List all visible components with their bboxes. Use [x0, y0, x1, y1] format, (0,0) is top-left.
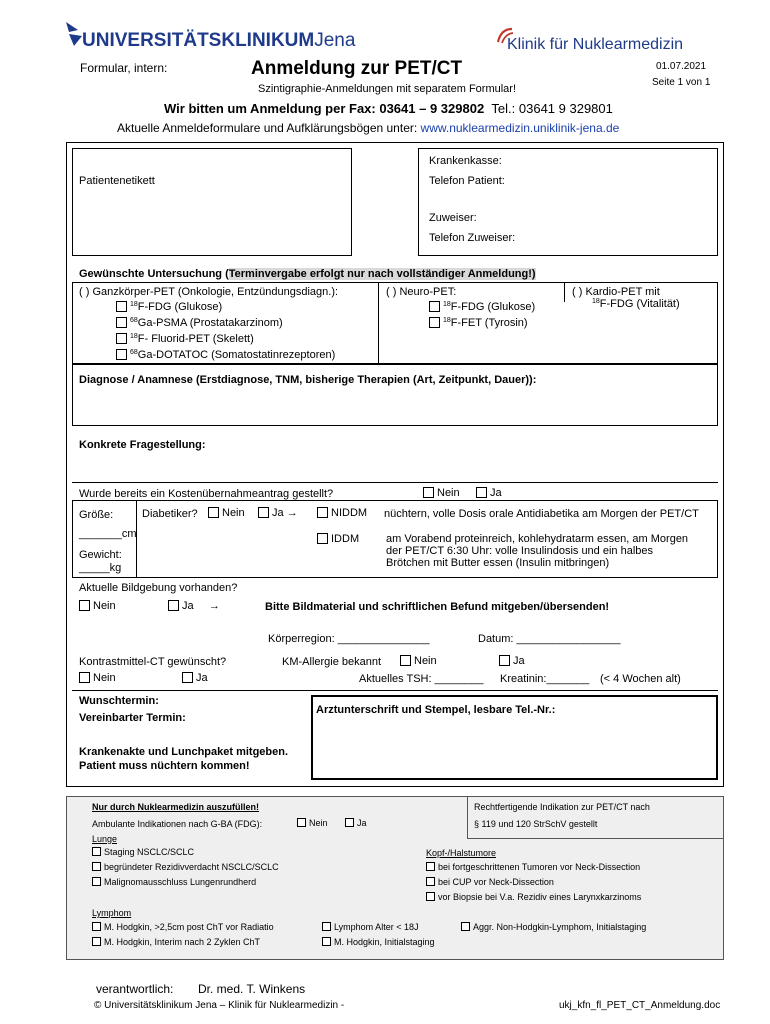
diabetiker-ja-label: Ja	[272, 507, 284, 519]
fdg-option[interactable]	[116, 301, 222, 313]
rechtfertigung-text-2: § 119 und 120 StrSchV gestellt	[474, 819, 598, 829]
iddm-instruction-2: der PET/CT 6:30 Uhr: volle Insulindosis und ein halbes	[386, 545, 653, 557]
kosten-ja-label: Ja	[490, 487, 502, 499]
psma-option[interactable]	[116, 317, 283, 329]
kopf-checkbox-2[interactable]	[426, 877, 435, 886]
ambulant-label: Ambulante Indikationen nach G-BA (FDG):	[92, 819, 263, 829]
wunschtermin-label: Wunschtermin:	[79, 695, 159, 707]
forms-link-line	[117, 121, 619, 135]
frage-divider	[72, 482, 718, 483]
dotatoc-isotope: 68	[130, 349, 138, 356]
km-nein-option[interactable]	[79, 672, 116, 684]
arrow-right-icon: →	[208, 600, 220, 612]
zuweiser-label: Zuweiser:	[429, 212, 477, 224]
signature-label: Arztunterschrift und Stempel, lesbare Tel.-Nr.:	[316, 704, 556, 716]
lymphom-checkbox-5[interactable]	[461, 922, 470, 931]
lunge-label-1: Staging NSCLC/SCLC	[104, 847, 195, 857]
kosten-ja-option[interactable]	[476, 487, 502, 499]
fax-number: Wir bitten um Anmeldung per Fax: 03641 – 9 329802	[164, 101, 485, 116]
kopf-option-3[interactable]	[426, 892, 641, 902]
website-link[interactable]: www.nuklearmedizin.uniklinik-jena.de	[420, 121, 620, 135]
krankenakte-note: Krankenakte und Lunchpaket mitgeben.	[79, 746, 289, 758]
lymphom-label-4: M. Hodgkin, Initialstaging	[334, 937, 435, 947]
exam-heading	[79, 268, 536, 280]
lymphom-checkbox-3[interactable]	[322, 922, 331, 931]
neuro-fet-option[interactable]	[429, 317, 528, 329]
allergie-ja-checkbox[interactable]	[499, 655, 510, 666]
bild-nein-option[interactable]	[79, 600, 116, 612]
niddm-option[interactable]	[317, 507, 367, 519]
fax-line	[164, 101, 613, 116]
lymphom-option-5[interactable]	[461, 922, 646, 932]
vereinbarter-termin-label: Vereinbarter Termin:	[79, 712, 186, 724]
clinic-name: Klinik für Nuklearmedizin	[507, 36, 684, 53]
allergie-nein-option[interactable]	[400, 655, 437, 667]
km-allergie-label: KM-Allergie bekannt	[282, 656, 382, 668]
lunge-heading: Lunge	[92, 834, 118, 844]
lymphom-checkbox-2[interactable]	[92, 937, 101, 946]
kosten-nein-checkbox[interactable]	[423, 487, 434, 498]
koerperregion-field[interactable]: Körperregion: _______________	[268, 633, 430, 645]
niddm-instruction: nüchtern, volle Dosis orale Antidiabetika am Morgen der PET/CT	[384, 508, 699, 520]
patient-label-text: Patientenetikett	[79, 175, 155, 187]
fdg-isotope: 18	[130, 301, 138, 308]
kosten-nein-label: Nein	[437, 487, 460, 499]
lymphom-label-3: Lymphom Alter < 18J	[334, 922, 419, 932]
kreatinin-note: (< 4 Wochen alt)	[600, 673, 681, 685]
bildgebung-question: Aktuelle Bildgebung vorhanden?	[79, 582, 238, 594]
ambulant-nein-option[interactable]	[297, 818, 328, 828]
copyright: © Universitätsklinikum Jena – Klinik für Nuklearmedizin -	[94, 1000, 345, 1011]
iddm-option[interactable]	[317, 533, 359, 545]
lymphom-label-1: M. Hodgkin, >2,5cm post ChT vor Radiatio	[104, 922, 274, 932]
dotatoc-checkbox[interactable]	[116, 349, 127, 360]
dotatoc-label: Ga-DOTATOC (Somatostatinrezeptoren)	[137, 349, 336, 361]
kopf-label-1: bei fortgeschrittenen Tumoren vor Neck-Dissection	[438, 862, 641, 872]
bild-nein-label: Nein	[93, 600, 116, 612]
lunge-checkbox-2[interactable]	[92, 862, 101, 871]
exam-divider	[378, 282, 379, 364]
page-title: Anmeldung zur PET/CT	[251, 58, 463, 79]
allergie-ja-label: Ja	[513, 655, 525, 667]
exam-heading-highlight: Terminvergabe erfolgt nur nach vollständiger Anmeldung!)	[228, 268, 536, 280]
patient-label-box[interactable]	[72, 148, 352, 256]
iddm-checkbox[interactable]	[317, 533, 328, 544]
lunge-option-2[interactable]	[92, 862, 279, 872]
allergie-nein-label: Nein	[414, 655, 437, 667]
groesse-input[interactable]: _______cm	[79, 528, 137, 540]
km-ja-label: Ja	[196, 672, 208, 684]
iddm-label: IDDM	[331, 533, 360, 545]
lymphom-heading: Lymphom	[92, 908, 132, 918]
ambulant-ja-option[interactable]	[345, 818, 367, 828]
bildmaterial-note: Bitte Bildmaterial und schriftlichen Befund mitgeben/übersenden!	[265, 601, 610, 613]
diabetiker-ja-option[interactable]	[258, 507, 298, 519]
lymphom-option-1[interactable]	[92, 922, 274, 932]
neuro-fet-isotope: 18	[443, 317, 451, 324]
university-name	[82, 30, 355, 52]
ambulant-ja-checkbox[interactable]	[345, 818, 354, 827]
forms-link-prefix: Aktuelle Anmeldeformulare und Aufklärungsbögen unter:	[117, 121, 421, 135]
document-filename: ukj_kfn_fl_PET_CT_Anmeldung.doc	[559, 1000, 721, 1011]
lymphom-label-5: Aggr. Non-Hodgkin-Lymphom, Initialstaging	[473, 922, 647, 932]
rechtfertigung-text-1: Rechtfertigende Indikation zur PET/CT nach	[474, 802, 650, 812]
bild-nein-checkbox[interactable]	[79, 600, 90, 611]
neuro-pet-option[interactable]: ( ) Neuro-PET:	[386, 286, 457, 298]
neuro-fdg-label: F-FDG (Glukose)	[450, 301, 536, 313]
psma-checkbox[interactable]	[116, 317, 127, 328]
nuechtern-note: Patient muss nüchtern kommen!	[79, 760, 250, 772]
lunge-label-2: begründeter Rezidivverdacht NSCLC/SCLC	[104, 862, 279, 872]
iddm-instruction-3: Brötchen mit Butter essen (Insulin mitbringen)	[386, 557, 610, 569]
verantwortlich-label: verantwortlich:	[96, 982, 174, 996]
psma-label: Ga-PSMA (Prostatakarzinom)	[137, 317, 283, 329]
lymphom-label-2: M. Hodgkin, Interim nach 2 Zyklen ChT	[104, 937, 261, 947]
psma-isotope: 68	[130, 317, 138, 324]
allergie-nein-checkbox[interactable]	[400, 655, 411, 666]
kopf-option-1[interactable]	[426, 862, 640, 872]
diabetiker-nein-option[interactable]	[208, 507, 245, 519]
kopf-checkbox-3[interactable]	[426, 892, 435, 901]
bild-ja-option[interactable]	[168, 600, 220, 612]
diabetiker-label: Diabetiker?	[142, 508, 198, 520]
fluorid-checkbox[interactable]	[116, 333, 127, 344]
allergie-ja-option[interactable]	[499, 655, 525, 667]
lunge-checkbox-1[interactable]	[92, 847, 101, 856]
fdg-checkbox[interactable]	[116, 301, 127, 312]
datum-field[interactable]: Datum: _________________	[478, 633, 621, 645]
fluorid-option[interactable]	[116, 333, 254, 345]
lymphom-option-4[interactable]	[322, 937, 435, 947]
tsh-field[interactable]: Aktuelles TSH: ________	[359, 673, 484, 685]
form-internal-label: Formular, intern:	[80, 61, 168, 75]
lymphom-option-2[interactable]	[92, 937, 260, 947]
niddm-label: NIDDM	[331, 507, 368, 519]
neuro-fdg-option[interactable]	[429, 301, 535, 313]
kardio-fdg-label	[592, 298, 680, 310]
university-name-bold: UNIVERSITÄTSKLINIKUM	[82, 30, 315, 51]
diabetiker-ja-checkbox[interactable]	[258, 507, 269, 518]
bild-ja-checkbox[interactable]	[168, 600, 179, 611]
kreatinin-field[interactable]: Kreatinin:_______	[500, 673, 590, 685]
ganzkoerper-pet-option[interactable]: ( ) Ganzkörper-PET (Onkologie, Entzündungsdiagn.):	[79, 286, 339, 298]
neuro-fdg-checkbox[interactable]	[429, 301, 440, 312]
telefon-zuweiser-label: Telefon Zuweiser:	[429, 232, 516, 244]
dotatoc-option[interactable]	[116, 349, 335, 361]
kopf-checkbox-1[interactable]	[426, 862, 435, 871]
neuro-fet-checkbox[interactable]	[429, 317, 440, 328]
arrow-right-icon: →	[286, 507, 298, 519]
lymphom-checkbox-4[interactable]	[322, 937, 331, 946]
km-nein-label: Nein	[93, 672, 116, 684]
kopf-label-2: bei CUP vor Neck-Dissection	[438, 877, 554, 887]
bild-divider	[72, 690, 718, 691]
form-date: 01.07.2021	[656, 61, 707, 72]
telefon-patient-label: Telefon Patient:	[429, 175, 505, 187]
internal-title: Nur durch Nuklearmedizin auszufüllen!	[92, 802, 260, 812]
krankenkasse-label: Krankenkasse:	[429, 155, 502, 167]
neuro-fet-label: F-FET (Tyrosin)	[450, 317, 528, 329]
kopf-label-3: vor Biopsie bei V.a. Rezidiv eines Larynxkarzinoms	[438, 892, 642, 902]
university-name-light: Jena	[314, 30, 356, 51]
km-ja-checkbox[interactable]	[182, 672, 193, 683]
ambulant-ja-label: Ja	[357, 818, 367, 828]
page-number: Seite 1 von 1	[652, 77, 711, 88]
lymphom-checkbox-1[interactable]	[92, 922, 101, 931]
fragestellung-label: Konkrete Fragestellung:	[79, 439, 206, 451]
lymphom-option-3[interactable]	[322, 922, 418, 932]
kosten-nein-option[interactable]	[423, 487, 460, 499]
km-ja-option[interactable]	[182, 672, 208, 684]
kopf-option-2[interactable]	[426, 877, 554, 887]
kardio-isotope: 18	[592, 298, 600, 305]
diabetiker-nein-label: Nein	[222, 507, 245, 519]
kopf-heading: Kopf-/Halstumore	[426, 848, 497, 858]
kostenantrag-question: Wurde bereits ein Kostenübernahmeantrag gestellt?	[79, 488, 334, 500]
diabetiker-nein-checkbox[interactable]	[208, 507, 219, 518]
bild-ja-label: Ja	[182, 600, 194, 612]
kardio-fdg-text: F-FDG (Vitalität)	[599, 298, 680, 310]
subtitle: Szintigraphie-Anmeldungen mit separatem Formular!	[258, 83, 517, 95]
ambulant-nein-checkbox[interactable]	[297, 818, 306, 827]
internal-divider-h	[467, 838, 723, 839]
fluorid-label: F- Fluorid-PET (Skelett)	[137, 333, 254, 345]
exam-divider-2	[564, 282, 565, 302]
iddm-instruction-1: am Vorabend proteinreich, kohlehydratarm essen, am Morgen	[386, 533, 689, 545]
niddm-checkbox[interactable]	[317, 507, 328, 518]
lunge-checkbox-3[interactable]	[92, 877, 101, 886]
lunge-option-3[interactable]	[92, 877, 256, 887]
kontrastmittel-question: Kontrastmittel-CT gewünscht?	[79, 656, 227, 668]
neuro-fdg-isotope: 18	[443, 301, 451, 308]
km-nein-checkbox[interactable]	[79, 672, 90, 683]
groesse-label: Größe:	[79, 509, 114, 521]
gewicht-label: Gewicht:	[79, 549, 122, 561]
lunge-label-3: Malignomausschluss Lungenrundherd	[104, 877, 257, 887]
exam-heading-text: Gewünschte Untersuchung (	[79, 268, 229, 280]
diagnose-label: Diagnose / Anamnese (Erstdiagnose, TNM, bisherige Therapien (Art, Zeitpunkt, Dauer)):	[79, 374, 537, 386]
fluorid-isotope: 18	[130, 333, 138, 340]
responsible-name: Dr. med. T. Winkens	[198, 982, 306, 996]
internal-divider	[467, 797, 468, 838]
ambulant-nein-label: Nein	[309, 818, 328, 828]
fdg-label: F-FDG (Glukose)	[137, 301, 223, 313]
phone-number: Tel.: 03641 9 329801	[491, 101, 613, 116]
kardio-pet-option[interactable]: ( ) Kardio-PET mit	[572, 286, 660, 298]
kosten-ja-checkbox[interactable]	[476, 487, 487, 498]
lunge-option-1[interactable]	[92, 847, 194, 857]
gewicht-input[interactable]: _____kg	[79, 562, 122, 574]
